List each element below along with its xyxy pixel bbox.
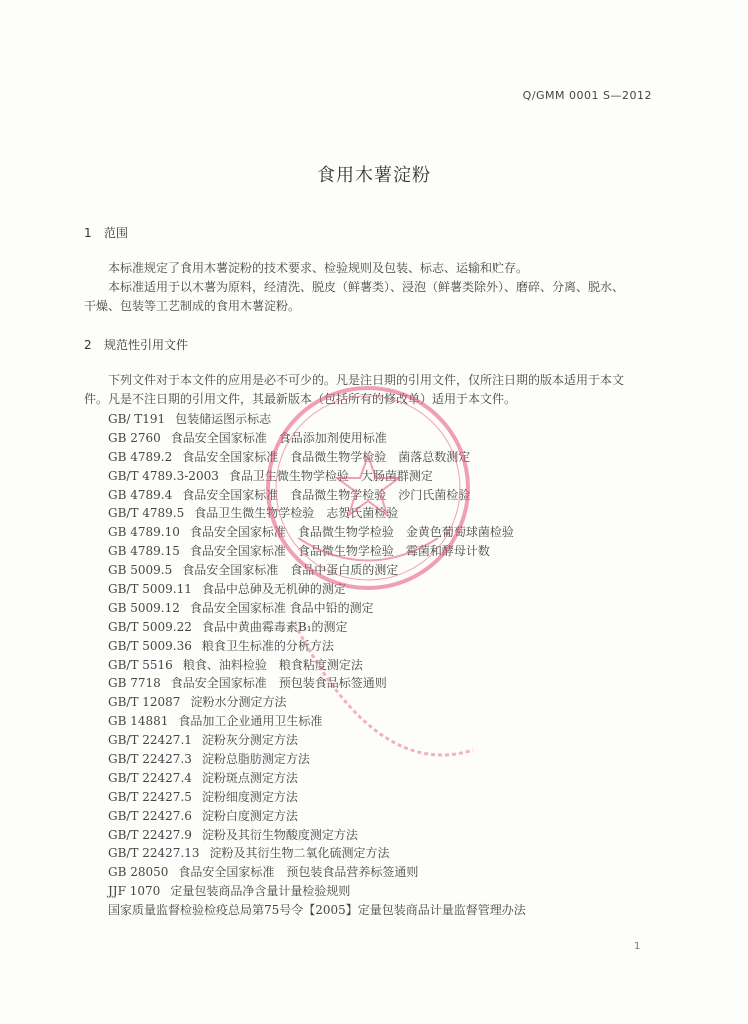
- reference-title: 淀粉及其衍生物二氧化硫测定方法: [209, 846, 390, 861]
- section-1-line-2: 本标准适用于以木薯为原料，经清洗、脱皮（鲜薯类）、浸泡（鲜薯类除外）、磨碎、分离、脱水、: [108, 280, 625, 294]
- reference-code: GB/T 22427.13: [108, 846, 200, 861]
- reference-code: GB/T 5009.22: [108, 619, 192, 634]
- reference-item: [108, 599, 668, 618]
- reference-title: 食品卫生微生物学检验 志贺氏菌检验: [194, 506, 399, 521]
- reference-item: [108, 580, 668, 599]
- reference-item: [108, 561, 668, 580]
- reference-title: 食品安全国家标准 食品微生物学检验 沙门氏菌检验: [182, 487, 471, 502]
- reference-item: [108, 712, 668, 731]
- reference-title: 食品中总砷及无机砷的测定: [201, 582, 346, 597]
- section-2-line-1: 下列文件对于本文件的应用是必不可少的。凡是注日期的引用文件，仅所注日期的版本适用于本文: [108, 373, 625, 387]
- page-title: 食用木薯淀粉: [317, 165, 431, 186]
- reference-title: 食品安全国家标准 食品微生物学检验 霉菌和酵母计数: [189, 544, 490, 559]
- section-1-title: 范围: [104, 226, 129, 240]
- reference-code: GB 5009.12: [108, 600, 180, 615]
- reference-code: GB 4789.2: [108, 449, 173, 464]
- section-1-line-1: 本标准规定了食用木薯淀粉的技术要求、检验规则及包装、标志、运输和贮存。: [108, 261, 529, 275]
- section-2-title: 规范性引用文件: [104, 338, 189, 352]
- reference-item: [108, 637, 668, 656]
- reference-item: [108, 731, 668, 750]
- reference-item: [108, 656, 668, 675]
- reference-title: 食品安全国家标准 预包装食品营养标签通则: [178, 865, 419, 880]
- reference-title: 食品加工企业通用卫生标准: [178, 714, 323, 729]
- section-2-heading: [84, 336, 188, 353]
- section-2-line-2: 件。凡是不注日期的引用文件，其最新版本（包括所有的修改单）适用于本文件。: [84, 392, 517, 406]
- reference-title: 食品中黄曲霉毒素B₁的测定: [201, 619, 348, 634]
- reference-title: 食品卫生微生物学检验 大肠菌群测定: [228, 468, 433, 483]
- section-1-line-3: 干燥、包装等工艺制成的食用木薯淀粉。: [84, 299, 301, 313]
- reference-code: GB 4789.10: [108, 525, 180, 540]
- reference-title: 淀粉及其衍生物酸度测定方法: [201, 827, 358, 842]
- reference-code: JJF 1070: [108, 884, 161, 899]
- reference-code: GB 2760: [108, 430, 161, 445]
- reference-item: [108, 788, 668, 807]
- reference-item: [108, 674, 668, 693]
- reference-title: 淀粉斑点测定方法: [201, 770, 298, 785]
- reference-item: [108, 523, 668, 542]
- reference-item: [108, 429, 668, 448]
- reference-item: [108, 467, 668, 486]
- document-code: Q/GMM 0001 S—2012: [522, 89, 652, 102]
- reference-item: [108, 448, 668, 467]
- reference-code: GB/T 22427.5: [108, 789, 192, 804]
- reference-code: GB/T 22427.6: [108, 808, 192, 823]
- reference-code: GB/T 4789.5: [108, 506, 185, 521]
- reference-title: 食品安全国家标准 食品微生物学检验 金黄色葡萄球菌检验: [189, 525, 514, 540]
- reference-code: GB/T 12087: [108, 695, 181, 710]
- reference-item: [108, 693, 668, 712]
- reference-code: GB 14881: [108, 714, 169, 729]
- reference-item: [108, 504, 668, 523]
- reference-title: 淀粉总脂肪测定方法: [201, 752, 310, 767]
- reference-title: 淀粉灰分测定方法: [201, 733, 298, 748]
- reference-code: GB/T 22427.9: [108, 827, 192, 842]
- reference-code: GB/T 5516: [108, 657, 173, 672]
- reference-item: [108, 486, 668, 505]
- reference-item: [108, 863, 668, 882]
- reference-title: 粮食、油料检验 粮食粘度测定法: [182, 657, 363, 672]
- reference-code: GB 4789.4: [108, 487, 173, 502]
- reference-title: 淀粉细度测定方法: [201, 789, 298, 804]
- reference-code: GB 5009.5: [108, 563, 173, 578]
- reference-item: [108, 807, 668, 826]
- reference-list: [108, 410, 668, 920]
- reference-title: 食品安全国家标准 预包装食品标签通则: [170, 676, 387, 691]
- reference-item: [108, 844, 668, 863]
- reference-title: 淀粉白度测定方法: [201, 808, 298, 823]
- reference-item: [108, 542, 668, 561]
- reference-code: GB/T 22427.4: [108, 770, 192, 785]
- reference-code: GB/T 22427.3: [108, 752, 192, 767]
- reference-item: [108, 882, 668, 901]
- reference-title: 定量包装商品净含量计量检验规则: [170, 884, 351, 899]
- reference-code: GB/T 5009.11: [108, 582, 192, 597]
- reference-code: GB/ T191: [108, 412, 166, 426]
- reference-title: 包装储运图示标志: [175, 412, 272, 426]
- reference-item: [108, 769, 668, 788]
- reference-code: GB 7718: [108, 676, 161, 691]
- section-2-number: 2: [84, 338, 92, 352]
- section-1-heading: [84, 224, 128, 241]
- reference-item-regulation: 国家质量监督检验检疫总局第75号令【2005】定量包装商品计量监督管理办法: [108, 903, 526, 918]
- reference-title: 粮食卫生标准的分析方法: [201, 638, 334, 653]
- reference-title: 淀粉水分测定方法: [190, 695, 287, 710]
- page-number: 1: [634, 941, 641, 952]
- reference-code: GB/T 22427.1: [108, 733, 192, 748]
- section-1-number: 1: [84, 226, 92, 240]
- reference-item: [108, 826, 668, 845]
- reference-item: [108, 750, 668, 769]
- reference-title: 食品安全国家标准 食品中蛋白质的测定: [182, 563, 399, 578]
- reference-code: GB 28050: [108, 865, 169, 880]
- reference-item: [108, 410, 668, 429]
- reference-code: GB/T 4789.3-2003: [108, 468, 219, 483]
- reference-title: 食品安全国家标准 食品添加剂使用标准: [170, 430, 387, 445]
- section-2-body: [84, 371, 660, 409]
- reference-title: 食品安全国家标准 食品中铅的测定: [189, 600, 374, 615]
- reference-code: GB/T 5009.36: [108, 638, 192, 653]
- section-1-body: [84, 259, 660, 316]
- reference-code: GB 4789.15: [108, 544, 180, 559]
- reference-title: 食品安全国家标准 食品微生物学检验 菌落总数测定: [182, 449, 471, 464]
- reference-item: [108, 618, 668, 637]
